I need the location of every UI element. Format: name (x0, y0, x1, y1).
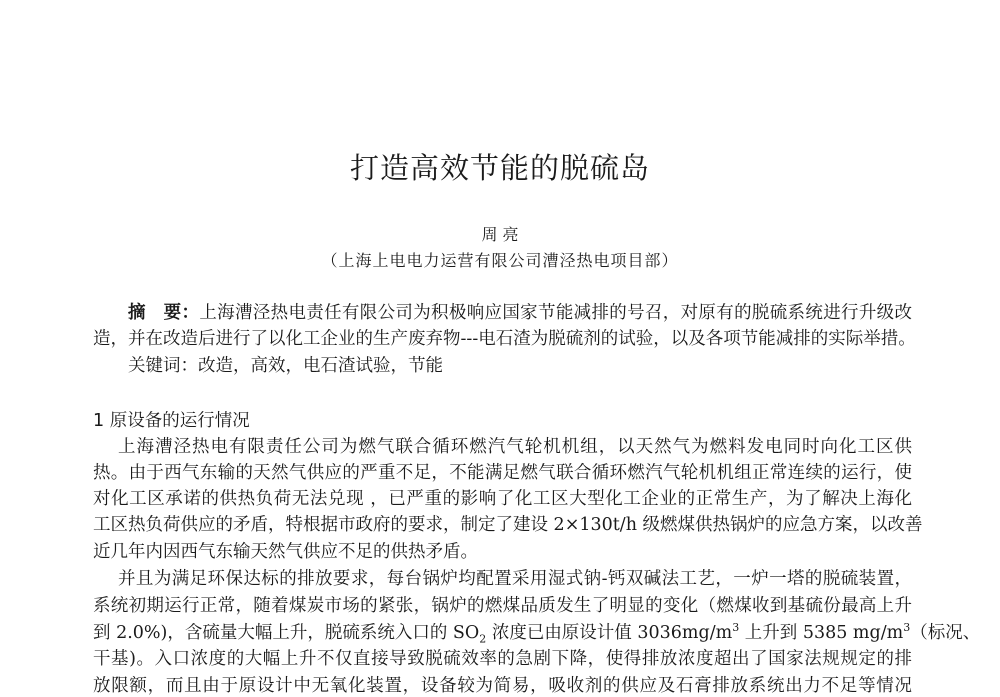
paragraph-line: 系统初期运行正常，随着煤炭市场的紧张，锅炉的燃煤品质发生了明显的变化（燃煤收到基硫份最高上升 (93, 596, 912, 616)
paragraph-line: 并且为满足环保达标的排放要求，每台锅炉均配置采用湿式钠-钙双碱法工艺，一炉一塔的脱硫装置， (118, 569, 912, 589)
paragraph-line: 近几年内因西气东输天然气供应不足的供热矛盾。 (93, 542, 478, 562)
abstract-label: 摘 要： (128, 303, 200, 323)
paragraph-line: 到 2.0%)，含硫量大幅上升，脱硫系统入口的 $SO_2$ 浓度已由原设计值 $3036mg/m^3$ 上升到 5385 $mg/m^3$（标况、 (93, 621, 981, 646)
paragraph-line: 对化工区承诺的供热负荷无法兑现 ，已严重的影响了化工区大型化工企业的正常生产，为了解决上海化 (93, 489, 912, 509)
section-heading: 1 原设备的运行情况 (93, 411, 250, 431)
author: 周 亮 (481, 225, 519, 244)
paragraph-line: 干基)。入口浓度的大幅上升不仅直接导致脱硫效率的急剧下降，使得排放浓度超出了国家法规规定的排 (93, 649, 912, 669)
paragraph-line: 上海漕泾热电有限责任公司为燃气联合循环燃汽气轮机机组，以天然气为燃料发电同时向化工区供 (118, 437, 912, 457)
abstract-line-2: 造，并在改造后进行了以化工企业的生产废弃物---电石渣为脱硫剂的试验，以及各项节能减排的实际举措。 (93, 329, 916, 349)
keywords: 关键词：改造，高效，电石渣试验，节能 (128, 356, 443, 376)
page-title: 打造高效节能的脱硫岛 (349, 151, 650, 185)
abstract-line-1: 摘 要：上海漕泾热电责任有限公司为积极响应国家节能减排的号召，对原有的脱硫系统进行升级改 (128, 303, 913, 323)
keywords-label: 关键词： (128, 356, 198, 376)
paragraph-line: 放限额，而且由于原设计中无氧化装置，设备较为简易，吸收剂的供应及石膏排放系统出力不足等情况 (93, 676, 912, 696)
affiliation: （上海上电电力运营有限公司漕泾热电项目部） (321, 251, 679, 270)
paragraph-line: 工区热负荷供应的矛盾，特根据市政府的要求，制定了建设 2×130t/h 级燃煤供热锅炉的应急方案，以改善 (93, 515, 923, 535)
paragraph-line: 热。由于西气东输的天然气供应的严重不足，不能满足燃气联合循环燃汽气轮机机组正常连续的运行，使 (93, 463, 912, 483)
